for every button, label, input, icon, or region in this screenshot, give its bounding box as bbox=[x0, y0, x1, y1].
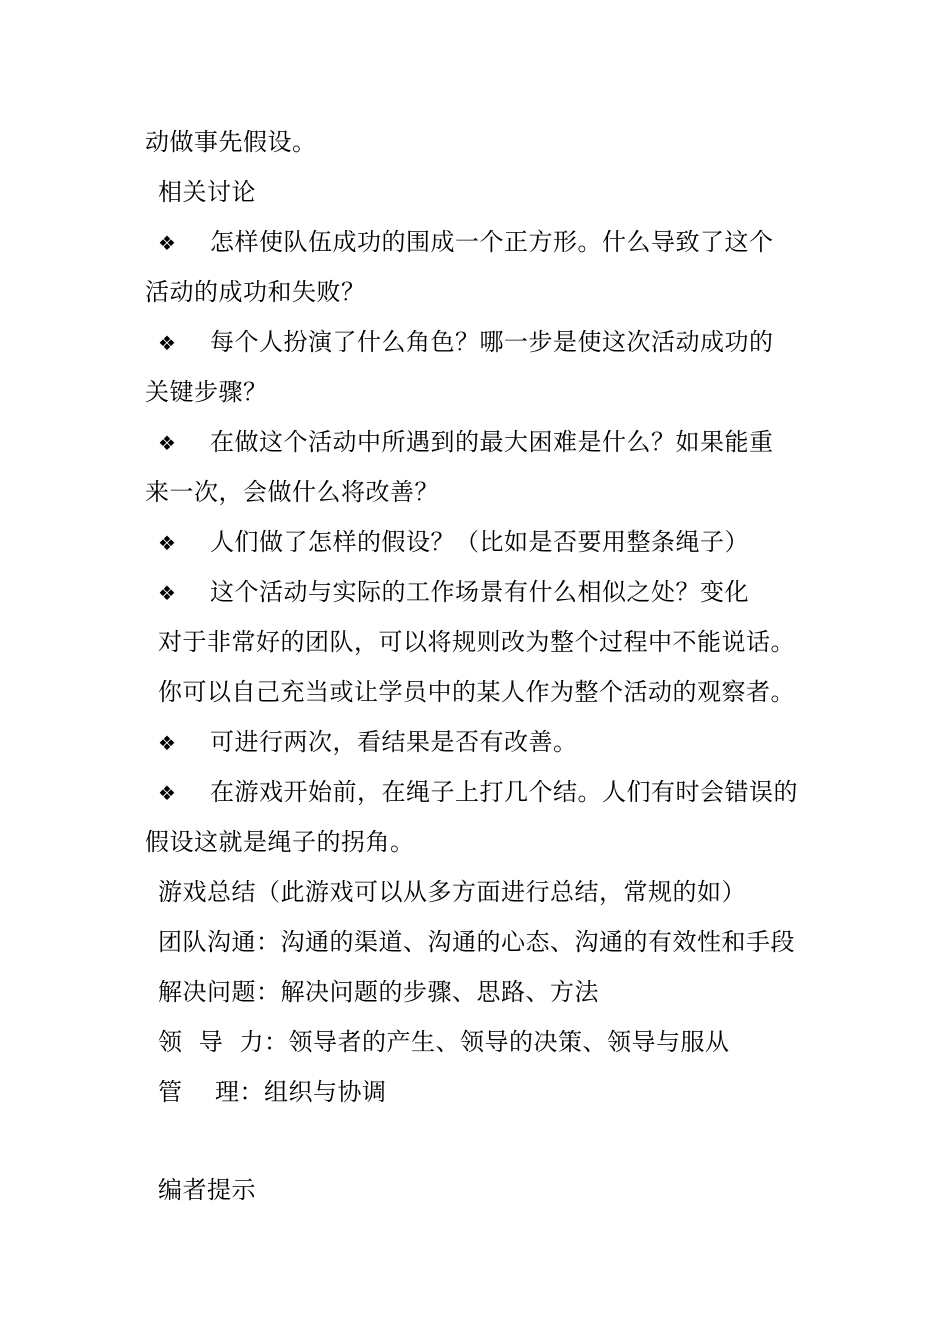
diamond-bullet-icon: ❖ bbox=[158, 531, 177, 555]
list-item bbox=[158, 327, 774, 358]
list-item bbox=[158, 777, 798, 808]
list-item-text: 怎样使队伍成功的围成一个正方形。什么导致了这个 bbox=[210, 228, 774, 256]
diamond-bullet-icon: ❖ bbox=[158, 431, 177, 455]
list-item bbox=[158, 227, 774, 258]
summary-item: 解决问题：解决问题的步骤、思路、方法 bbox=[158, 978, 599, 1006]
list-item-text: 在游戏开始前，在绳子上打几个结。人们有时会错误的 bbox=[210, 778, 798, 806]
list-item bbox=[158, 427, 774, 458]
list-item bbox=[158, 727, 578, 758]
diamond-bullet-icon: ❖ bbox=[158, 331, 177, 355]
text-line: 你可以自己充当或让学员中的某人作为整个活动的观察者。 bbox=[158, 678, 795, 706]
list-item bbox=[158, 527, 749, 558]
summary-item: 团队沟通：沟通的渠道、沟通的心态、沟通的有效性和手段 bbox=[158, 928, 795, 956]
text-line: 关键步骤？ bbox=[145, 378, 268, 406]
text-line: 来一次，会做什么将改善？ bbox=[145, 478, 439, 506]
section-heading: 编者提示 bbox=[158, 1176, 256, 1204]
list-item-text: 每个人扮演了什么角色？哪一步是使这次活动成功的 bbox=[210, 328, 774, 356]
list-item-text: 人们做了怎样的假设？（比如是否要用整条绳子） bbox=[210, 528, 749, 556]
list-item-text: 这个活动与实际的工作场景有什么相似之处？变化 bbox=[210, 578, 749, 606]
text-line: 活动的成功和失败？ bbox=[145, 278, 366, 306]
list-item bbox=[158, 577, 749, 608]
diamond-bullet-icon: ❖ bbox=[158, 581, 177, 605]
summary-title: 游戏总结（此游戏可以从多方面进行总结，常规的如） bbox=[158, 878, 746, 906]
section-heading: 相关讨论 bbox=[158, 178, 256, 206]
list-item-text: 可进行两次，看结果是否有改善。 bbox=[210, 728, 578, 756]
diamond-bullet-icon: ❖ bbox=[158, 781, 177, 805]
diamond-bullet-icon: ❖ bbox=[158, 231, 177, 255]
diamond-bullet-icon: ❖ bbox=[158, 731, 177, 755]
summary-item: 领 导 力：领导者的产生、领导的决策、领导与服从 bbox=[158, 1028, 730, 1056]
list-item-text: 在做这个活动中所遇到的最大困难是什么？如果能重 bbox=[210, 428, 774, 456]
text-line: 假设这就是绳子的拐角。 bbox=[145, 828, 415, 856]
summary-item: 管 理：组织与协调 bbox=[158, 1078, 387, 1106]
text-line: 对于非常好的团队，可以将规则改为整个过程中不能说话。 bbox=[158, 628, 795, 656]
text-line: 动做事先假设。 bbox=[145, 128, 317, 156]
